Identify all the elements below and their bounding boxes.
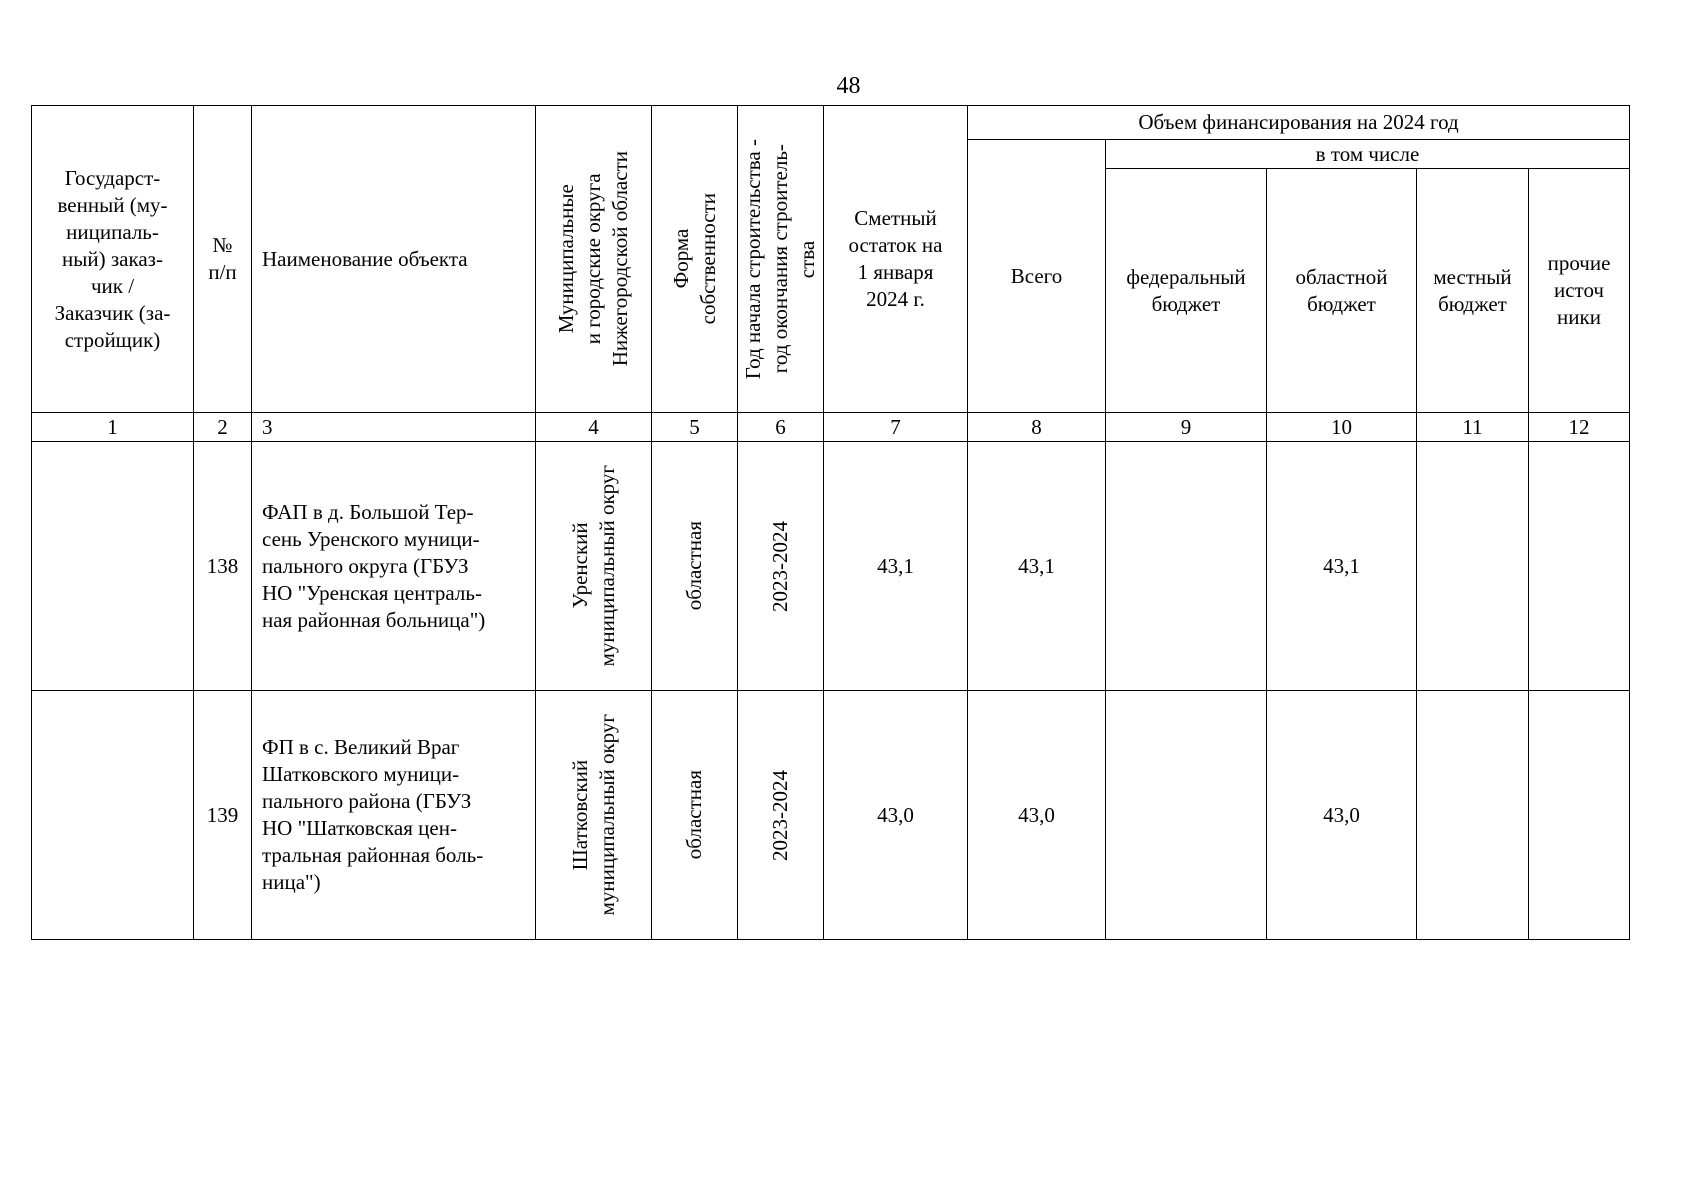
cell-ownership <box>652 442 738 691</box>
header-customer-line: ный) заказ- <box>62 246 163 271</box>
header-num-line: п/п <box>208 260 237 284</box>
column-number: 3 <box>252 413 536 442</box>
column-number: 12 <box>1529 413 1630 442</box>
cell-customer <box>32 442 194 691</box>
header-num <box>194 106 252 413</box>
municipal-line: муниципальный округ <box>594 714 619 916</box>
header-other-line: источ <box>1554 278 1604 302</box>
header-ownership-line: собственности <box>695 193 720 325</box>
cell-regional: 43,1 <box>1267 442 1417 691</box>
cell-customer <box>32 691 194 940</box>
header-ownership-line: Форма <box>668 229 693 289</box>
cell-ownership <box>652 691 738 940</box>
header-regional-line: бюджет <box>1307 291 1376 316</box>
header-funding-group: Объем финансирования на 2024 год <box>968 106 1630 140</box>
header-estimated-line: Сметный <box>854 206 937 230</box>
cell-object-name <box>252 691 536 940</box>
cell-object-name <box>252 442 536 691</box>
object-name-line: ФАП в д. Большой Тер- <box>262 499 474 524</box>
cell-other <box>1529 691 1630 940</box>
cell-municipal <box>536 691 652 940</box>
object-name-line: ФП в с. Великий Враг <box>262 735 460 759</box>
cell-num: 139 <box>194 691 252 940</box>
header-municipal-line: Нижегородской области <box>608 151 632 367</box>
column-number: 6 <box>738 413 824 442</box>
header-customer-line: Заказчик (за- <box>54 300 171 325</box>
cell-estimated: 43,1 <box>824 442 968 691</box>
header-years <box>738 106 824 413</box>
object-name-line: ница") <box>262 870 321 894</box>
header-customer-line: Государст- <box>64 165 161 190</box>
header-municipal-line: Муниципальные <box>554 184 578 334</box>
column-number: 4 <box>536 413 652 442</box>
cell-years <box>738 442 824 691</box>
cell-num: 138 <box>194 442 252 691</box>
column-number: 2 <box>194 413 252 442</box>
header-local-line: бюджет <box>1438 291 1507 316</box>
column-number: 8 <box>968 413 1106 442</box>
header-regional-line: областной <box>1295 264 1388 289</box>
header-customer-line: чик / <box>90 273 135 298</box>
object-name-line: ная районная больница") <box>262 607 486 632</box>
object-name-line: НО "Уренская централь- <box>262 580 482 605</box>
column-number: 7 <box>824 413 968 442</box>
object-name-line: пального района (ГБУЗ <box>262 789 472 813</box>
ownership-text: областная <box>682 770 706 860</box>
cell-local <box>1417 691 1529 940</box>
header-regional <box>1267 169 1417 413</box>
cell-total: 43,1 <box>968 442 1106 691</box>
years-text: 2023-2024 <box>768 520 792 612</box>
header-other-line: ники <box>1557 305 1601 329</box>
municipal-line: Уренский <box>567 522 592 610</box>
years-text: 2023-2024 <box>768 769 792 861</box>
column-number: 5 <box>652 413 738 442</box>
financing-table <box>31 105 1630 940</box>
header-local <box>1417 169 1529 413</box>
ownership-text: областная <box>682 521 706 611</box>
header-customer-line: ниципаль- <box>66 219 159 244</box>
column-number: 1 <box>32 413 194 442</box>
municipal-line: Шатковский <box>567 759 592 871</box>
table-row <box>32 691 1630 940</box>
cell-estimated: 43,0 <box>824 691 968 940</box>
cell-regional: 43,0 <box>1267 691 1417 940</box>
page-number: 48 <box>836 73 861 99</box>
header-ownership <box>652 106 738 413</box>
header-estimated-line: 1 января <box>857 260 934 284</box>
cell-local <box>1417 442 1529 691</box>
column-number: 10 <box>1267 413 1417 442</box>
header-federal <box>1106 169 1267 413</box>
header-customer-line: венный (му- <box>57 192 168 217</box>
table-row <box>32 442 1630 691</box>
header-years-line: год окончания строитель- <box>768 144 792 374</box>
object-name-line: сень Уренского муници- <box>262 526 480 551</box>
header-object-name: Наименование объекта <box>252 106 536 413</box>
header-customer-line: стройщик) <box>64 327 161 352</box>
cell-federal <box>1106 691 1267 940</box>
object-name-line: Шатковского муници- <box>262 762 460 786</box>
object-name-line: НО "Шатковская цен- <box>262 816 457 840</box>
header-municipal-line: и городские округа <box>581 173 605 345</box>
municipal-line: муниципальный округ <box>594 465 619 667</box>
header-federal-line: бюджет <box>1151 291 1221 316</box>
header-other-line: прочие <box>1547 251 1611 275</box>
cell-total: 43,0 <box>968 691 1106 940</box>
cell-years <box>738 691 824 940</box>
header-total: Всего <box>968 140 1106 413</box>
header-years-line: Год начала строительства - <box>741 138 765 380</box>
header-years-line: ства <box>795 240 819 278</box>
header-municipal <box>536 106 652 413</box>
header-num-line: № <box>212 233 233 257</box>
header-including: в том числе <box>1106 140 1630 169</box>
object-name-line: тральная районная боль- <box>262 843 484 867</box>
header-estimated <box>824 106 968 413</box>
column-number: 11 <box>1417 413 1529 442</box>
header-estimated-line: 2024 г. <box>866 287 925 311</box>
cell-federal <box>1106 442 1267 691</box>
column-number-row <box>32 413 1630 442</box>
header-federal-line: федеральный <box>1126 264 1246 289</box>
header-customer <box>32 106 194 413</box>
header-local-line: местный <box>1433 264 1512 289</box>
object-name-line: пального округа (ГБУЗ <box>262 553 469 578</box>
cell-other <box>1529 442 1630 691</box>
cell-municipal <box>536 442 652 691</box>
header-other <box>1529 169 1630 413</box>
header-estimated-line: остаток на <box>848 233 943 257</box>
column-number: 9 <box>1106 413 1267 442</box>
